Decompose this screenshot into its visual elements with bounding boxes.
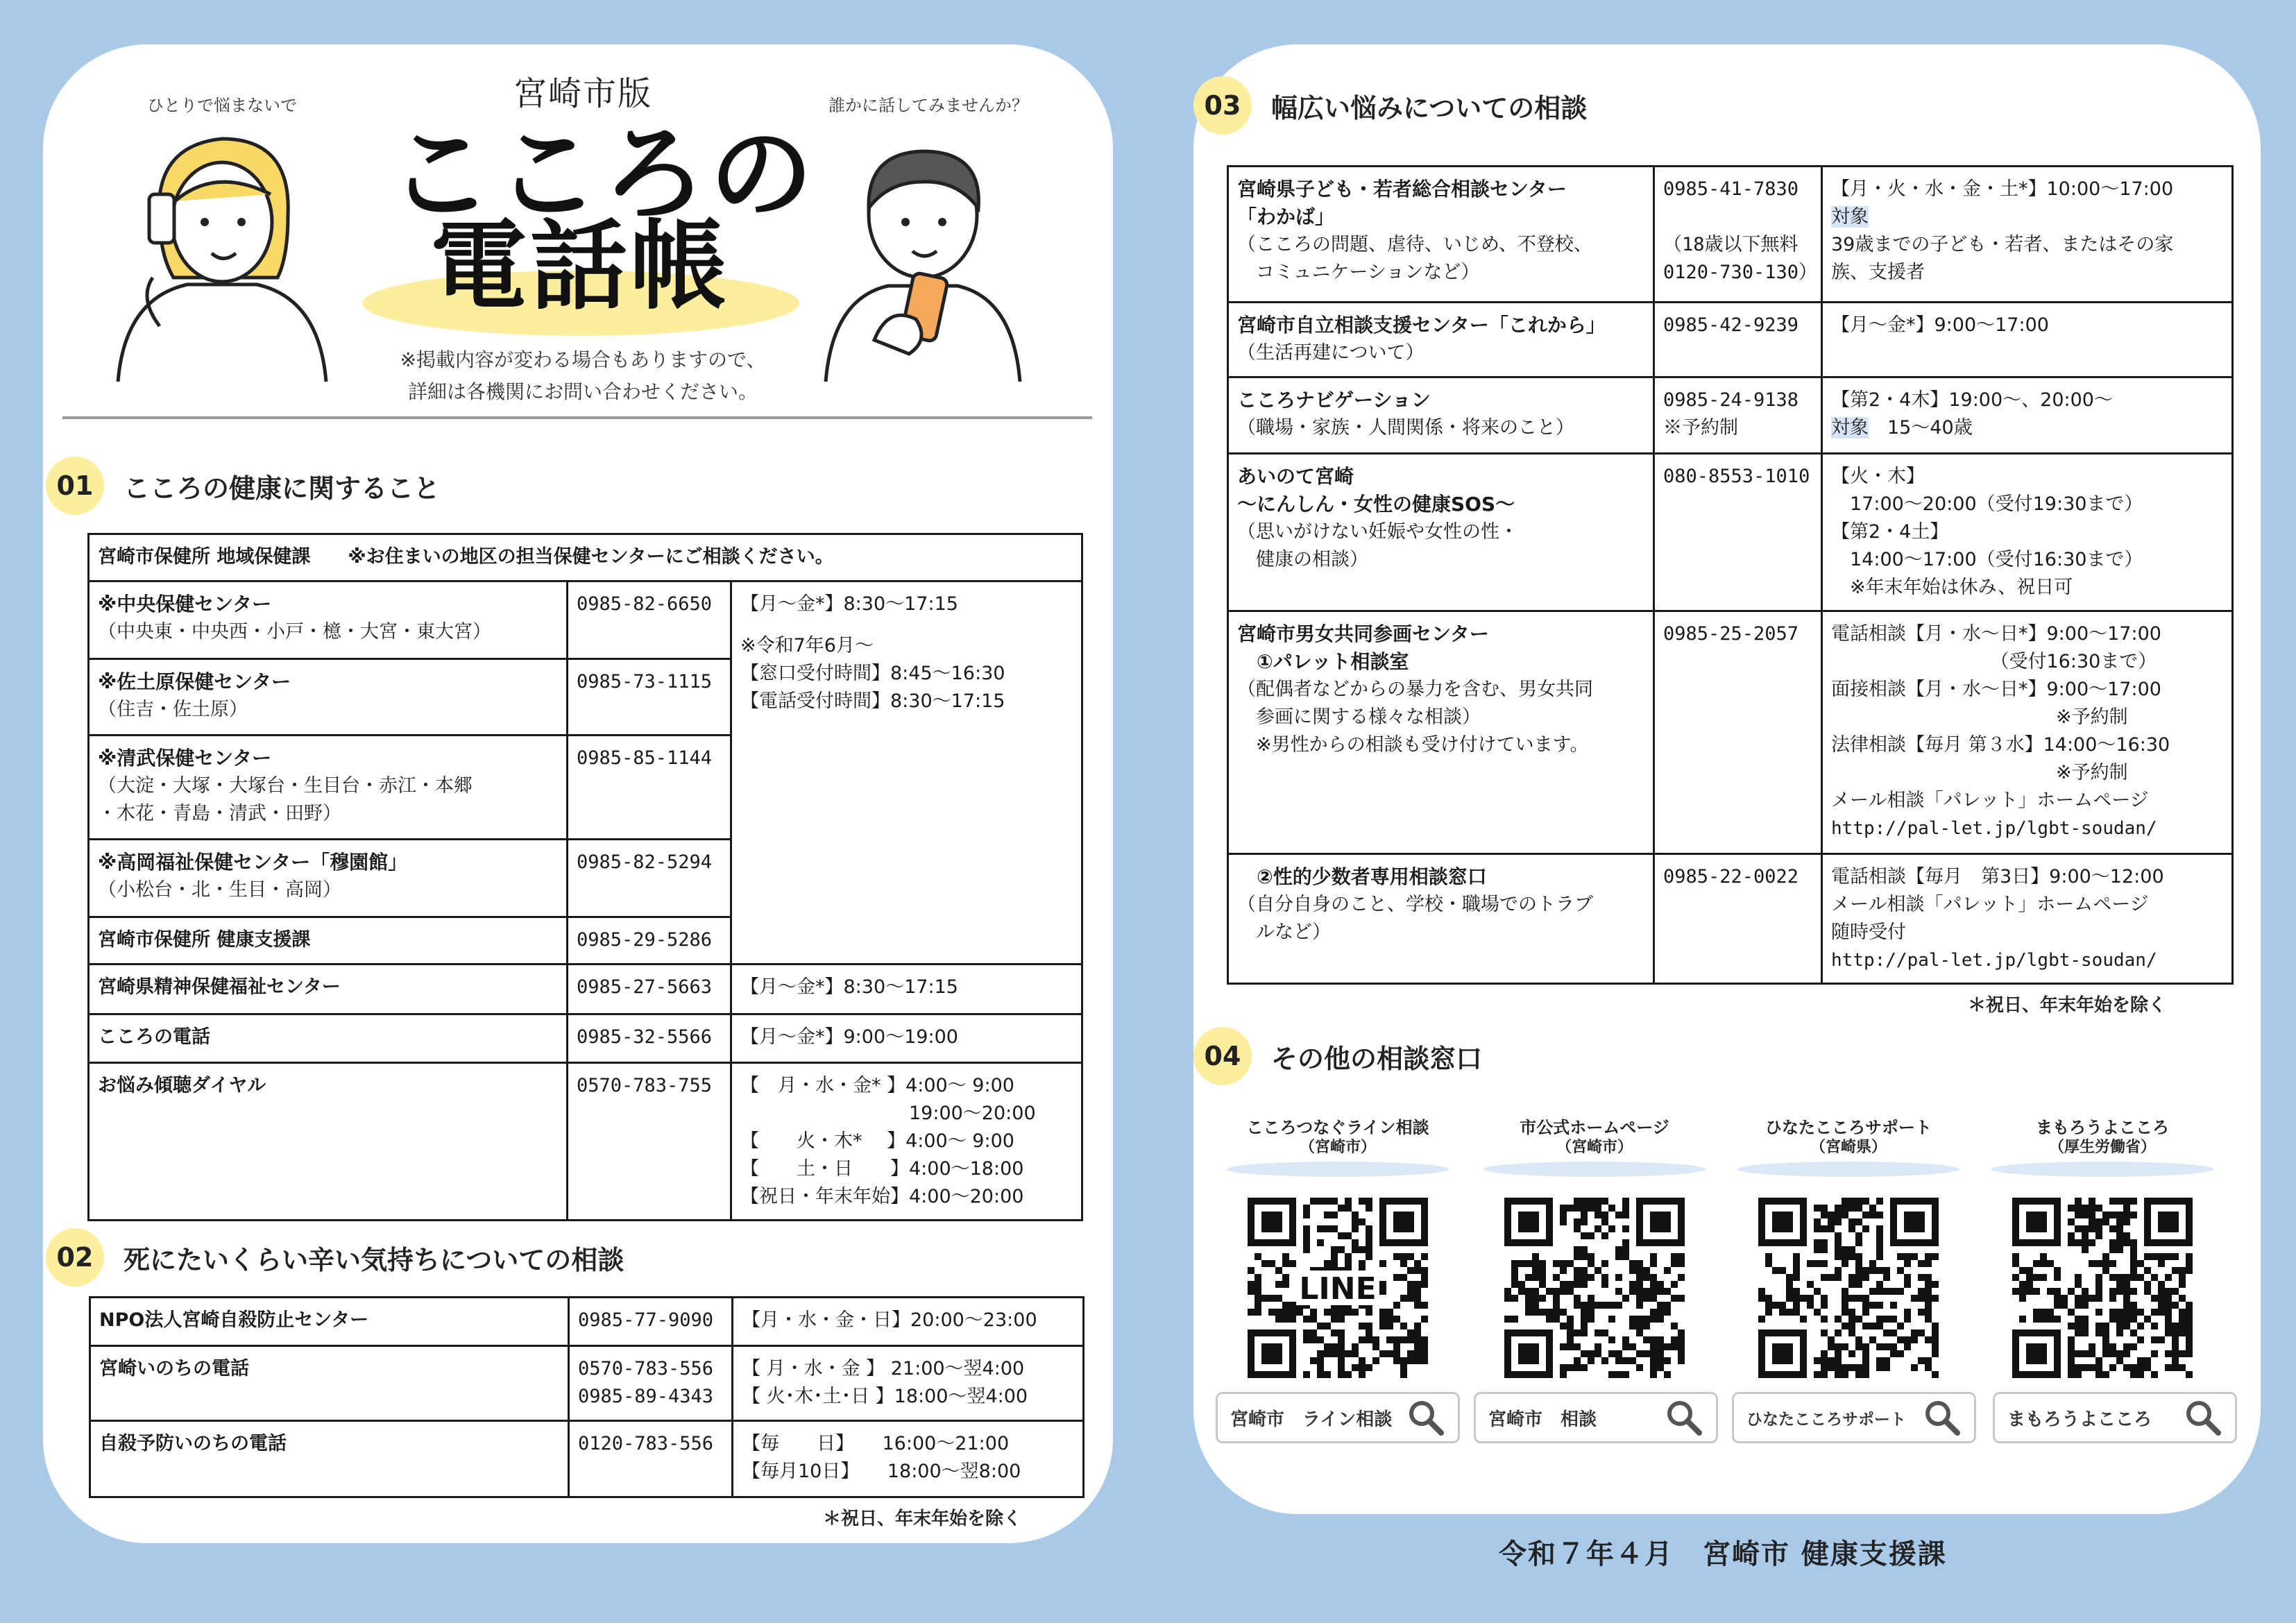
center-hours-common xyxy=(731,581,1082,965)
org-name: 「わかば」 xyxy=(1237,205,1335,228)
search-text: 宮崎市 相談 xyxy=(1488,1409,1597,1430)
center-area: （小松台・北・生目・高岡） xyxy=(98,879,341,901)
hours-line: 【 月・水・金 】 21:00～翌4:00 xyxy=(742,1358,1025,1379)
hours-line: 【第2・4木】19:00～、20:00～ xyxy=(1831,389,2113,411)
palette-hours xyxy=(1822,611,2233,854)
kokoro-navi-phones xyxy=(1654,377,1822,454)
qr-item-mhlw xyxy=(1986,1117,2219,1381)
search-icon xyxy=(1406,1398,1445,1437)
org-desc: 参画に関する様々な相談） xyxy=(1237,706,1481,728)
center-name: ※清武保健センター xyxy=(98,747,272,770)
target-tag: 対象 xyxy=(1831,206,1869,228)
search-box-line[interactable] xyxy=(1216,1392,1460,1443)
npo-jisatsu-name: NPO法人宮崎自殺防止センター xyxy=(90,1298,569,1346)
qr-line-text: LINE xyxy=(1299,1271,1377,1307)
hours-line: 19:00～20:00 xyxy=(740,1103,1036,1124)
inochi-denwa-name: 宮崎いのちの電話 xyxy=(90,1346,569,1421)
org-name: 宮崎県子ども・若者総合相談センター xyxy=(1237,178,1567,201)
npo-jisatsu-phone[interactable]: 0985-77-9090 xyxy=(569,1298,733,1346)
section-number: 01 xyxy=(46,457,104,515)
inochi-denwa-hours xyxy=(733,1346,1084,1421)
center-area: ・木花・青島・清武・田野） xyxy=(98,803,341,824)
section-01-heading xyxy=(46,457,440,515)
qr-item-city xyxy=(1478,1117,1711,1381)
right-phrase: 誰かに話してみませんか？ xyxy=(828,96,1028,115)
wakaba-info xyxy=(1228,167,1654,303)
hours-line: 14:00～17:00（受付16:30まで） xyxy=(1831,549,2143,570)
qr-band xyxy=(1483,1162,1706,1177)
center-name: ※高岡福祉保健センター「穆園館」 xyxy=(98,851,408,874)
hours-line: 【電話受付時間】8:30～17:15 xyxy=(740,690,1005,712)
lgbt-hours xyxy=(1822,854,2233,984)
jisatsu-yobo-hours xyxy=(733,1421,1084,1497)
ainote-phone[interactable]: 080-8553-1010 xyxy=(1654,454,1822,611)
org-desc: （生活再建について） xyxy=(1237,342,1425,364)
section-number: 02 xyxy=(46,1228,104,1286)
qr-label: ひなたこころサポート xyxy=(1765,1118,1932,1137)
hours-line: 法律相談【毎月 第３水】14:00～16:30 xyxy=(1831,734,2170,756)
hours-line: 随時受付 xyxy=(1831,921,1906,943)
center-sadowara xyxy=(89,659,568,736)
org-desc: （こころの問題、虐待、いじめ、不登校、 xyxy=(1237,234,1592,255)
section-title: 死にたいくらい辛い気持ちについての相談 xyxy=(124,1244,624,1275)
hours-line: 【窓口受付時間】8:45～16:30 xyxy=(740,663,1005,684)
section-03-footnote: ＊祝日、年末年始を除く xyxy=(1968,995,2167,1016)
hours-line: ※予約制 xyxy=(1831,762,2128,783)
qr-item-line xyxy=(1221,1117,1454,1381)
title-line-1: こころの xyxy=(389,114,817,235)
disclaimer-line-2: 詳細は各機関にお問い合わせください。 xyxy=(407,380,758,403)
health-dept-header: 宮崎市保健所 地域保健課 ※お住まいの地区の担当保健センターにご相談ください。 xyxy=(89,534,1082,581)
center-name: ※中央保健センター xyxy=(98,593,272,615)
palette-url[interactable]: http://pal-let.jp/lgbt-soudan/ xyxy=(1831,818,2157,839)
phone-note: （18歳以下無料 xyxy=(1663,234,1798,255)
center-phone[interactable]: 0985-85-1144 xyxy=(568,736,731,840)
lgbt-url[interactable]: http://pal-let.jp/lgbt-soudan/ xyxy=(1831,950,2157,971)
org-desc: 健康の相談） xyxy=(1237,549,1368,570)
seishin-phone[interactable]: 0985-27-5663 xyxy=(568,965,731,1014)
target-tag: 対象 xyxy=(1831,417,1869,439)
hours-spacer xyxy=(740,618,1073,632)
publisher-credit: 令和７年４月 宮崎市 健康支援課 xyxy=(1499,1538,1947,1570)
kenko-shien-name: 宮崎市保健所 健康支援課 xyxy=(89,917,568,965)
section-title: こころの健康に関すること xyxy=(124,473,441,504)
center-area: （中央東・中央西・小戸・檍・大宮・東大宮） xyxy=(98,621,491,643)
phone-number[interactable]: 0985-41-7830 xyxy=(1663,178,1799,200)
hours-line: ※予約制 xyxy=(1831,706,2128,728)
kokoro-navi-hours xyxy=(1822,377,2233,454)
woman-on-phone-illustration xyxy=(111,118,333,389)
title-line-2: 電話帳 xyxy=(430,210,731,323)
wakaba-phones xyxy=(1654,167,1822,303)
npo-jisatsu-hours: 【月・水・金・日】20:00～23:00 xyxy=(733,1298,1084,1346)
ainote-info xyxy=(1228,454,1654,611)
onayami-hours xyxy=(731,1063,1082,1221)
phone-number[interactable]: 0985-24-9138 xyxy=(1663,389,1799,411)
section-number: 04 xyxy=(1193,1027,1252,1085)
hours-line: ※年末年始は休み、祝日可 xyxy=(1831,577,2073,598)
disclaimer xyxy=(361,344,805,408)
qr-code[interactable] xyxy=(2012,1198,2193,1378)
kokoro-denwa-hours: 【月～金*】9:00～19:00 xyxy=(731,1014,1082,1063)
org-name: ～にんしん・女性の健康SOS～ xyxy=(1237,493,1515,516)
qr-band xyxy=(1737,1162,1959,1177)
kenko-shien-phone[interactable]: 0985-29-5286 xyxy=(568,917,731,965)
hours-line: メール相談「パレット」ホームページ xyxy=(1831,894,2149,915)
qr-code[interactable] xyxy=(1504,1198,1685,1378)
search-text: 宮崎市 ライン相談 xyxy=(1230,1409,1393,1430)
qr-label: こころつなぐライン相談 xyxy=(1246,1118,1429,1137)
phone-spacer xyxy=(1663,203,1812,231)
search-box-hinata[interactable] xyxy=(1732,1392,1976,1443)
qr-label: 市公式ホームページ xyxy=(1520,1118,1669,1137)
hours-line: 【祝日・年末年始】4:00～20:00 xyxy=(740,1186,1024,1207)
center-area: （大淀・大塚・大塚台・生目台・赤江・本郷 xyxy=(98,775,473,797)
hours-line: 【 月・水・金* 】4:00～ 9:00 xyxy=(740,1075,1014,1096)
org-name: ①パレット相談室 xyxy=(1237,650,1409,673)
kokoro-navi-info xyxy=(1228,377,1654,454)
org-name: 宮崎市男女共同参画センター xyxy=(1237,622,1489,645)
korekara-info xyxy=(1228,303,1654,377)
center-area: （住吉・佐土原） xyxy=(98,699,248,720)
search-box-city[interactable] xyxy=(1474,1392,1718,1443)
search-text: まもろうよこころ xyxy=(2007,1409,2152,1430)
section-04-heading xyxy=(1193,1027,1482,1085)
hours-line: 面接相談【月・水～日*】9:00～17:00 xyxy=(1831,679,2161,700)
hours-line: ※令和7年6月～ xyxy=(740,635,874,656)
hours-line: （受付16:30まで） xyxy=(1831,651,2157,672)
hours-line: 17:00～20:00（受付19:30まで） xyxy=(1831,493,2143,515)
hours-line: 【第2・4土】 xyxy=(1831,521,1949,543)
jisatsu-yobo-name: 自殺予防いのちの電話 xyxy=(90,1421,569,1497)
phone-note: ※予約制 xyxy=(1663,417,1738,439)
onayami-phone[interactable]: 0570-783-755 xyxy=(568,1063,731,1221)
target-line: 15～40歳 xyxy=(1869,417,1973,439)
hours-line: 電話相談【毎月 第3日】9:00～12:00 xyxy=(1831,866,2164,887)
section-03-heading xyxy=(1193,76,1587,135)
seishin-name: 宮崎県精神保健福祉センター xyxy=(89,965,568,1014)
kokoro-denwa-phone[interactable]: 0985-32-5566 xyxy=(568,1014,731,1063)
wakaba-hours xyxy=(1822,167,2233,303)
section-title: 幅広い悩みについての相談 xyxy=(1271,92,1588,124)
lgbt-phone[interactable]: 0985-22-0022 xyxy=(1654,854,1822,984)
qr-sub: （宮崎県） xyxy=(1810,1139,1887,1156)
qr-label: まもろうよこころ xyxy=(2036,1118,2169,1137)
search-text: ひなたこころサポート xyxy=(1746,1410,1906,1429)
org-name: あいのて宮崎 xyxy=(1237,465,1354,488)
org-desc: （自分自身のこと、学校・職場でのトラブ xyxy=(1237,894,1593,915)
target-line: 族、支援者 xyxy=(1831,262,1925,283)
center-chuo xyxy=(89,581,568,659)
left-phrase: ひとりで悩まないで xyxy=(147,96,297,115)
center-kiyotake xyxy=(89,736,568,840)
section-number: 03 xyxy=(1193,76,1252,135)
qr-sub: （宮崎市） xyxy=(1299,1139,1376,1156)
org-desc: ルなど） xyxy=(1237,921,1331,943)
section-02-table xyxy=(89,1296,1085,1498)
org-desc: ※男性からの相談も受け付けています。 xyxy=(1237,734,1589,756)
palette-info xyxy=(1228,611,1654,854)
header-divider xyxy=(62,416,1092,419)
hours-line: 【月～金*】8:30～17:15 xyxy=(740,593,958,615)
korekara-phone[interactable]: 0985-42-9239 xyxy=(1654,303,1822,377)
lgbt-info xyxy=(1228,854,1654,984)
search-icon xyxy=(2184,1398,2222,1437)
ainote-hours xyxy=(1822,454,2233,611)
inochi-denwa-phones xyxy=(569,1346,733,1421)
search-box-mhlw[interactable] xyxy=(1993,1392,2237,1443)
center-takaoka xyxy=(89,840,568,917)
hours-line: 【 火・木* 】4:00～ 9:00 xyxy=(740,1130,1014,1152)
korekara-hours: 【月～金*】9:00～17:00 xyxy=(1822,303,2233,377)
org-name: 宮崎市自立相談支援センター「これから」 xyxy=(1237,314,1606,337)
search-icon xyxy=(1665,1398,1703,1437)
center-phone[interactable]: 0985-82-5294 xyxy=(568,840,731,917)
target-line: 39歳までの子ども・若者、またはその家 xyxy=(1831,234,2174,255)
search-icon xyxy=(1923,1398,1962,1437)
hours-line: 【火・木】 xyxy=(1831,466,1925,487)
section-02-footnote: ＊祝日、年末年始を除く xyxy=(823,1509,1022,1529)
palette-phone[interactable]: 0985-25-2057 xyxy=(1654,611,1822,854)
hours-line: 【毎 日】 16:00～21:00 xyxy=(742,1433,1010,1454)
org-desc: （職場・家族・人間関係・将来のこと） xyxy=(1237,417,1574,439)
qr-sub: （厚生労働省） xyxy=(2048,1139,2156,1156)
qr-item-hinata xyxy=(1732,1117,1965,1381)
qr-sub: （宮崎市） xyxy=(1556,1139,1633,1156)
section-title: その他の相談窓口 xyxy=(1271,1043,1483,1074)
org-name: ②性的少数者専用相談窓口 xyxy=(1237,865,1487,888)
section-02-heading xyxy=(46,1228,624,1286)
kokoro-denwa-name: こころの電話 xyxy=(89,1014,568,1063)
hours-line: メール相談「パレット」ホームページ xyxy=(1831,790,2149,811)
phone-number[interactable]: 0985-89-4343 xyxy=(578,1386,714,1407)
seishin-hours: 【月～金*】8:30～17:15 xyxy=(731,965,1082,1014)
qr-code[interactable] xyxy=(1248,1198,1428,1378)
qr-band xyxy=(1227,1162,1449,1177)
qr-code[interactable] xyxy=(1758,1198,1939,1378)
hours-line: 【毎月10日】 18:00～翌8:00 xyxy=(742,1461,1021,1482)
qr-band xyxy=(1991,1162,2213,1177)
phone-number[interactable]: 0120-730-130） xyxy=(1663,262,1818,283)
center-phone[interactable]: 0985-82-6650 xyxy=(568,581,731,659)
jisatsu-yobo-phone[interactable]: 0120-783-556 xyxy=(569,1421,733,1497)
hours-line: 電話相談【月・水～日*】9:00～17:00 xyxy=(1831,623,2161,645)
org-name: こころナビゲーション xyxy=(1237,389,1431,411)
section-03-table xyxy=(1227,165,2234,985)
org-desc: （配偶者などからの暴力を含む、男女共同 xyxy=(1237,679,1593,700)
section-01-table xyxy=(87,533,1083,1221)
man-with-phone-illustration xyxy=(819,132,1027,389)
onayami-name: お悩み傾聴ダイヤル xyxy=(89,1063,568,1221)
org-desc: （思いがけない妊娠や女性の性・ xyxy=(1237,521,1518,543)
hours-line: 【 土・日 】4:00～18:00 xyxy=(740,1158,1024,1180)
phone-number[interactable]: 0570-783-556 xyxy=(578,1358,714,1379)
hours-line: 【 火･木･土･日 】18:00～翌4:00 xyxy=(742,1386,1028,1407)
center-name: ※佐土原保健センター xyxy=(98,670,291,693)
hours-line: 【月・火・水・金・土*】10:00～17:00 xyxy=(1831,178,2174,200)
org-desc: コミュニケーションなど） xyxy=(1237,262,1480,283)
edition-label: 宮崎市版 xyxy=(513,74,653,113)
disclaimer-line-1: ※掲載内容が変わる場合もありますので、 xyxy=(400,348,766,371)
center-phone[interactable]: 0985-73-1115 xyxy=(568,659,731,736)
